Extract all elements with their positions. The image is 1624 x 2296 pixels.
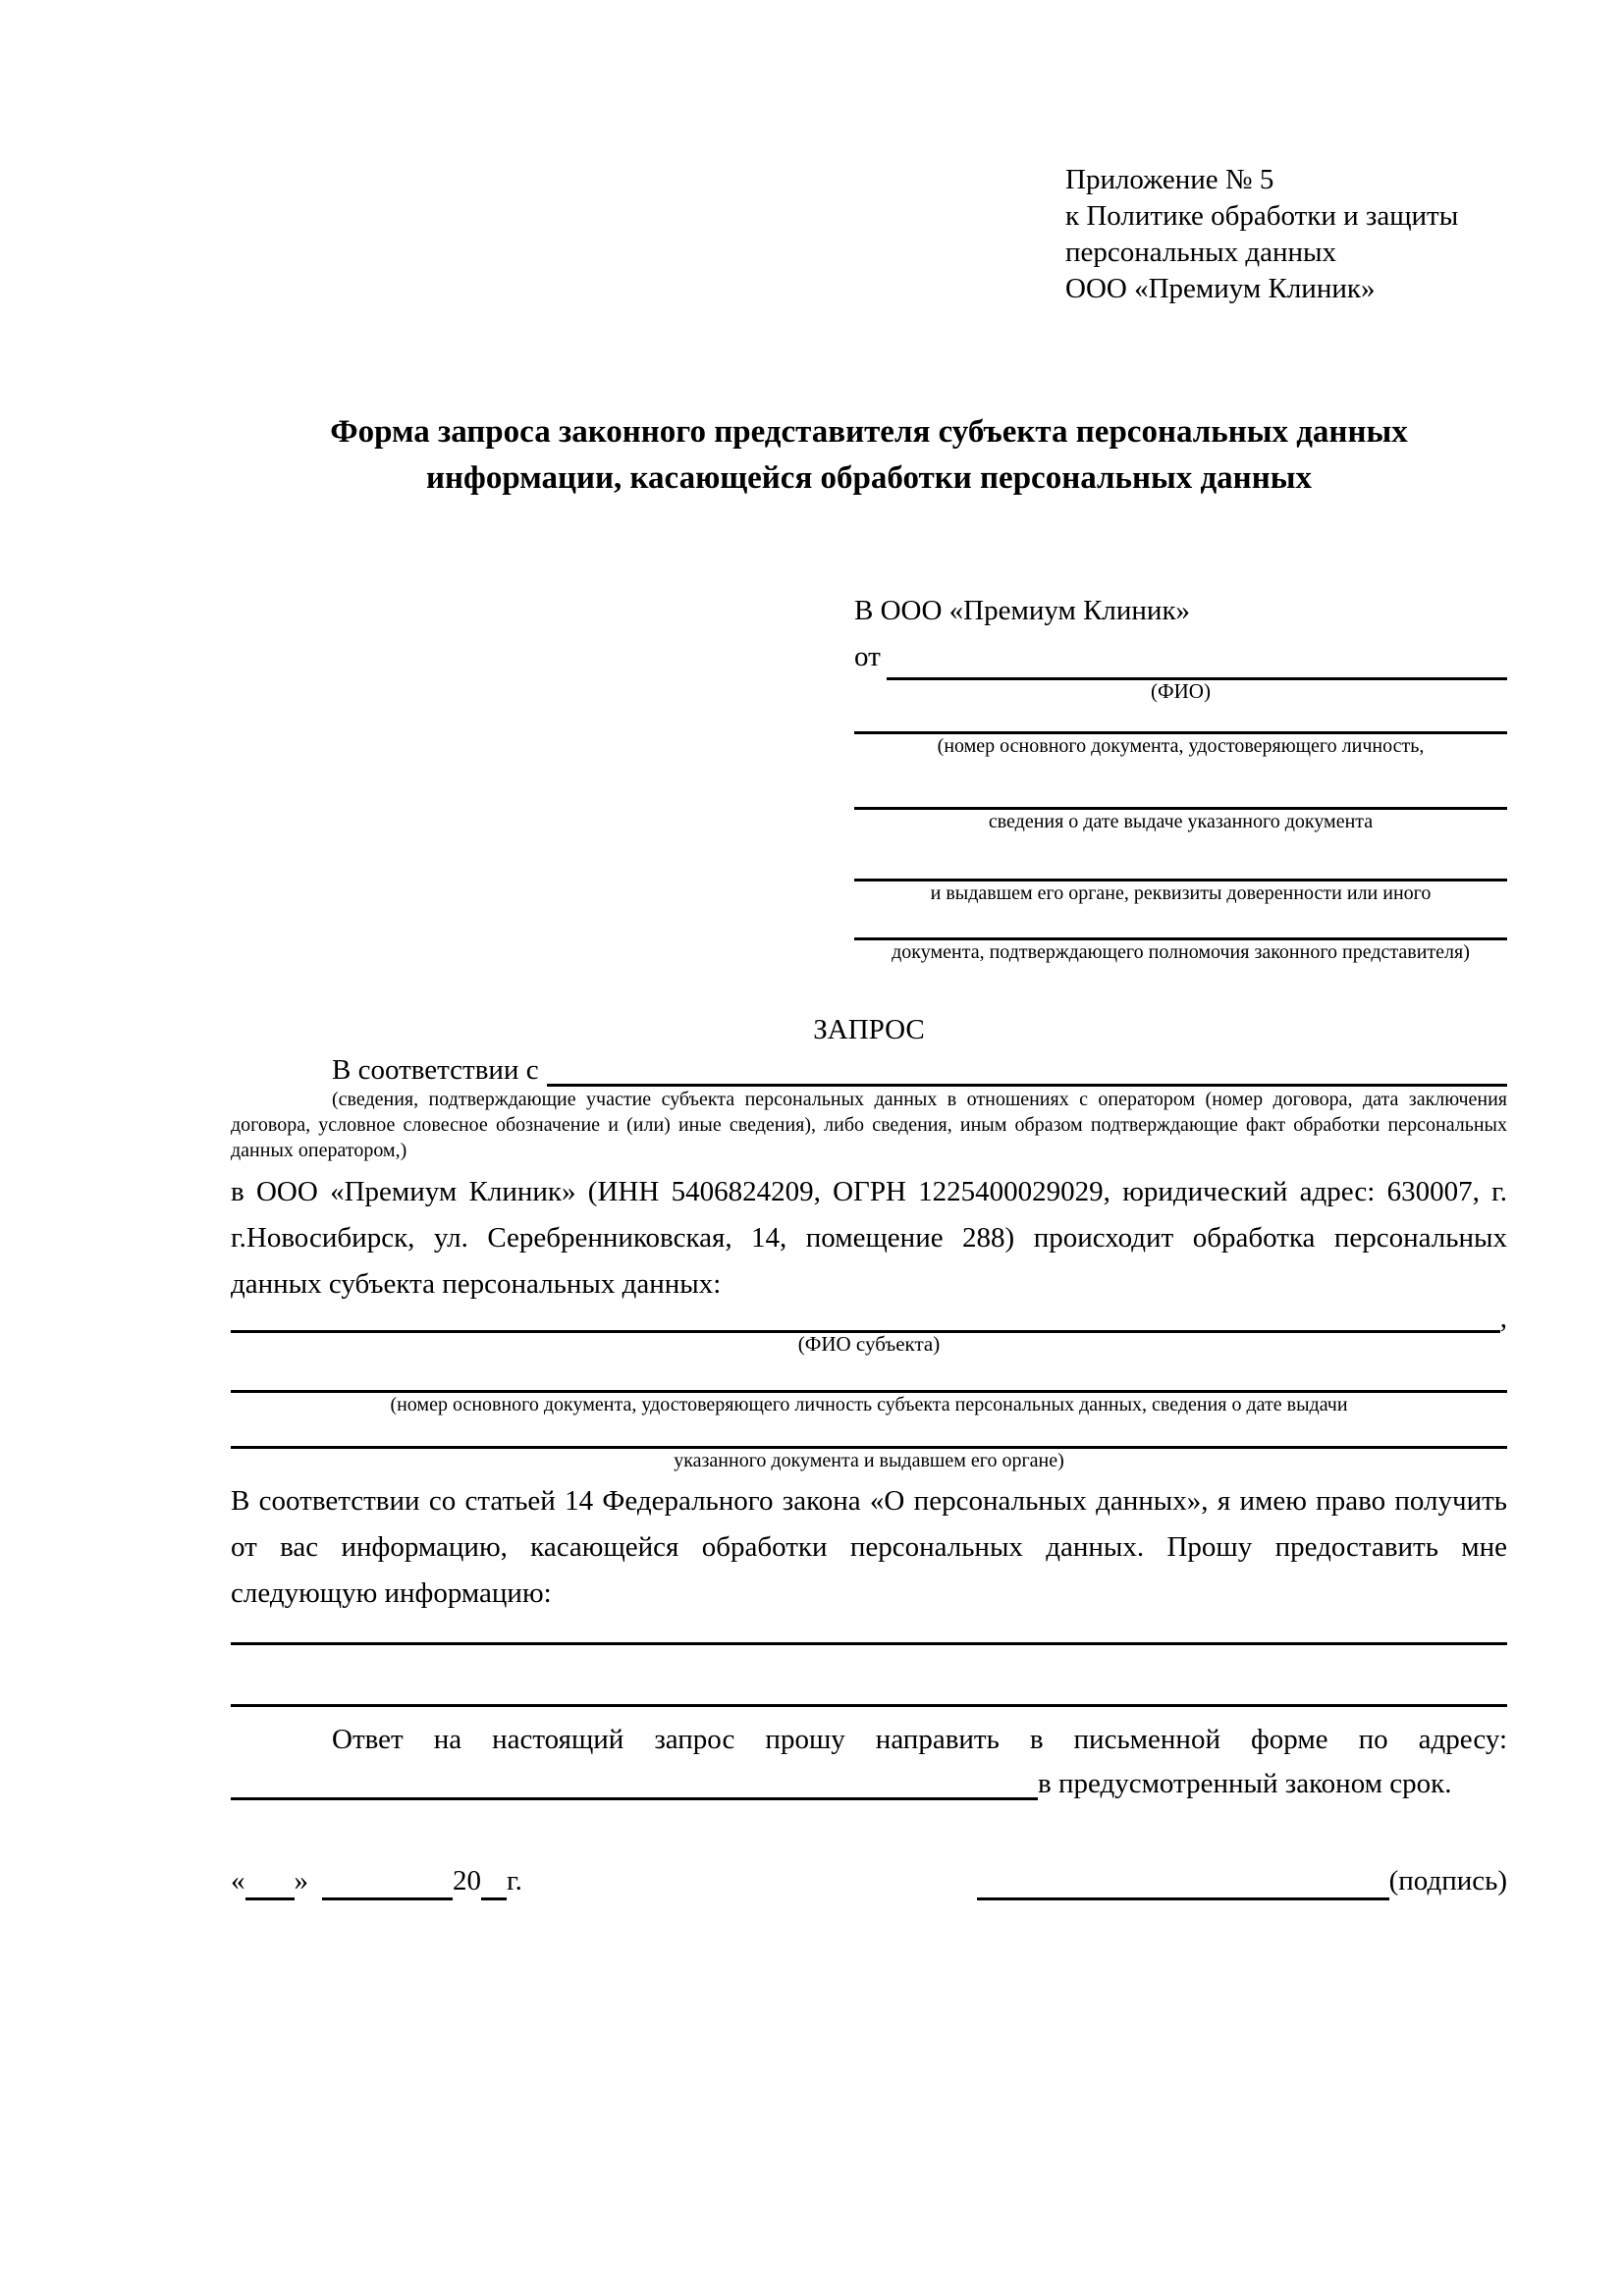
doc-info-caption-3: и выдавшем его органе, реквизиты доверенности или иного [930, 882, 1432, 904]
subject-fio-line [231, 1305, 1500, 1333]
signature-caption: (подпись) [1388, 1865, 1507, 1896]
date-quote-open: « [231, 1865, 245, 1896]
subject-fio-comma: , [1499, 1303, 1507, 1334]
from-row [854, 634, 1507, 680]
appendix-line: Приложение № 5 [1065, 164, 1274, 195]
info-request-line-1 [231, 1642, 1507, 1645]
fio-caption: (ФИО) [1151, 679, 1211, 703]
reply-paragraph-line-2 [231, 1763, 1507, 1800]
signature-line [977, 1868, 1389, 1900]
request-heading: ЗАПРОС [813, 1014, 925, 1045]
appendix-line: к Политике обработки и защиты [1065, 200, 1459, 232]
subject-fio-row [231, 1304, 1507, 1333]
accordance-value-line [547, 1054, 1507, 1087]
date-year-prefix: 20 [453, 1865, 481, 1896]
accordance-row [231, 1053, 1507, 1087]
addressee-block [854, 588, 1507, 964]
info-request-line-2 [231, 1704, 1507, 1707]
document-title [231, 409, 1507, 502]
date-day-line [245, 1868, 295, 1900]
addressee-organization: В ООО «Премиум Клиник» [854, 595, 1191, 626]
subject-doc-caption-1: (номер основного документа, удостоверяющего личность субъекта персональных данных, сведения о дате выдачи [390, 1394, 1348, 1415]
appendix-line: персональных данных [1065, 237, 1337, 268]
document-content [231, 0, 1507, 1900]
footer-row [231, 1861, 1507, 1900]
document-title-line-1: Форма запроса законного представителя субъекта персональных данных [330, 414, 1408, 450]
date-year-line [481, 1868, 507, 1900]
operator-paragraph: в ООО «Премиум Клиник» (ИНН 5406824209, ОГРН 1225400029029, юридический адрес: 630007, г. г.Новосибирск, ул. Серебренниковская, 14, помещение 288) происходит обработка персональных данных субъекта персональных данных: [231, 1176, 1507, 1300]
doc-info-caption-4: документа, подтверждающего полномочия законного представителя) [892, 941, 1470, 963]
accordance-label: В соответствии с [332, 1054, 539, 1086]
law-paragraph: В соответствии со статьей 14 Федерального закона «О персональных данных», я имею право получить от вас информацию, касающейся обработки персональных данных. Прошу предоставить мне следующую информацию: [231, 1485, 1507, 1609]
date-quote-close: » [294, 1865, 308, 1896]
from-value-line [887, 640, 1507, 680]
signature-block [977, 1861, 1507, 1900]
doc-info-caption-2: сведения о дате выдаче указанного документа [988, 811, 1374, 832]
from-label: от [854, 641, 881, 672]
subject-fio-caption: (ФИО субъекта) [797, 1332, 941, 1356]
appendix-header [1065, 162, 1507, 307]
appendix-line: ООО «Премиум Клиник» [1065, 273, 1376, 304]
reply-address-line [231, 1768, 1038, 1800]
reply-paragraph-line-1: Ответ на настоящий запрос прошу направить в письменной форме по адресу: [332, 1724, 1507, 1755]
doc-info-caption-1: (номер основного документа, удостоверяющего личность, [937, 735, 1425, 757]
subject-doc-caption-2: указанного документа и выдавшем его органе) [674, 1450, 1064, 1471]
date-year-suffix: г. [507, 1865, 522, 1896]
accordance-caption: (сведения, подтверждающие участие субъекта персональных данных в отношениях с оператором (номер договора, дата заключения договора, условное словесное обозначение и (или) иные сведения), либо сведения, иным образом подтверждающие факт обработки персональных данных оператором,) [231, 1089, 1507, 1161]
date-month-line [322, 1868, 453, 1900]
reply-paragraph-tail: в предусмотренный законом срок. [1038, 1768, 1452, 1799]
document-title-line-2: информации, касающейся обработки персональных данных [426, 460, 1312, 496]
date-block [231, 1861, 522, 1900]
